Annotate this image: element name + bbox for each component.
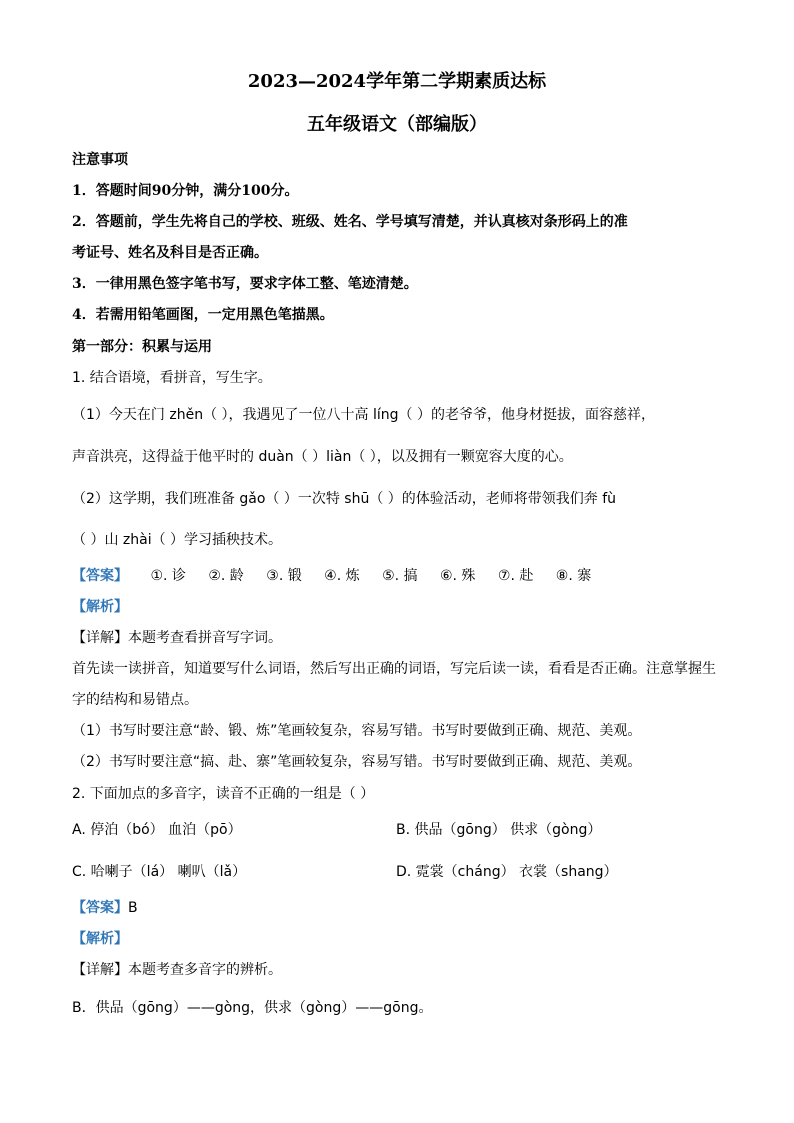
q1-analysis-row [72, 597, 128, 617]
answer-item: ⑤. 搞 [382, 568, 418, 584]
answer-item: ②. 龄 [208, 568, 244, 584]
q1-explain: 字的结构和易错点。 [72, 692, 198, 708]
q1-line: （ ）山 zhài（ ）学习插秧技术。 [72, 532, 283, 548]
analysis-tag: 【解析】 [72, 599, 128, 615]
answer-item: ④. 炼 [324, 568, 360, 584]
q1-detail-row [72, 628, 282, 648]
q1-answer-row [72, 566, 591, 586]
q1-line: （1）今天在门 zhěn（ ），我遇见了一位八十高 líng（ ）的老爷爷，他身材挺拔，面容慈祥， [72, 407, 655, 423]
q2-option-d: D. 霓裳（cháng） 衣裳（shang） [396, 864, 618, 880]
notes-item: 4．若需用铅笔画图，一定用黑色笔描黑。 [72, 307, 334, 323]
detail-text: 本题考查多音字的辨析。 [128, 962, 282, 978]
detail-tag: 【详解】 [72, 962, 128, 978]
answer-tag: 【答案】 [72, 900, 128, 916]
detail-tag: 【详解】 [72, 630, 128, 646]
q1-line: （2）这学期，我们班准备 gǎo（ ）一次特 shū（ ）的体验活动，老师将带领我们奔 fù [72, 491, 617, 507]
answer-item: ①. 诊 [150, 568, 186, 584]
q1-explain: （1）书写时要注意“龄、锻、炼”笔画较复杂，容易写错。书写时要做到正确、规范、美观。 [72, 723, 642, 739]
q1-line: 声音洪亮，这得益于他平时的 duàn（ ）liàn（ ），以及拥有一颗宽容大度的心。 [72, 449, 573, 465]
q1-explain: 首先读一读拼音，知道要写什么词语，然后写出正确的词语，写完后读一读，看看是否正确。注意掌握生 [72, 661, 716, 677]
q2-option-a: A. 停泊（bó） 血泊（pō） [72, 822, 242, 838]
q1-explain: （2）书写时要注意“搞、赴、寨”笔画较复杂，容易写错。书写时要做到正确、规范、美观。 [72, 754, 642, 770]
q2-explain: B．供品（gōng）——gòng，供求（gòng）——gōng。 [72, 1000, 433, 1016]
page-subtitle: 五年级语文（部编版） [307, 114, 487, 135]
answer-value: B [128, 900, 138, 916]
q2-detail-row [72, 960, 282, 980]
q2-stem: 2. 下面加点的多音字，读音不正确的一组是（ ） [72, 786, 375, 802]
q1-stem: 1. 结合语境，看拼音，写生字。 [72, 370, 272, 386]
section-heading: 第一部分：积累与运用 [72, 339, 212, 355]
answer-item: ③. 锻 [266, 568, 302, 584]
page-title: 2023—2024学年第二学期素质达标 [247, 71, 547, 92]
q2-option-b: B. 供品（gōng） 供求（gòng） [396, 822, 602, 838]
notes-item: 3．一律用黑色签字笔书写，要求字体工整、笔迹清楚。 [72, 276, 418, 292]
q2-answer-row [72, 898, 138, 918]
notes-item: 2．答题前，学生先将自己的学校、班级、姓名、学号填写清楚，并认真核对条形码上的准 [72, 214, 628, 230]
q2-analysis-row [72, 929, 128, 949]
q2-option-c: C. 哈喇子（lá） 喇叭（lǎ） [72, 864, 247, 880]
analysis-tag: 【解析】 [72, 931, 128, 947]
notes-item: 1．答题时间90分钟，满分100分。 [72, 183, 299, 199]
answer-item: ⑧. 寨 [555, 568, 592, 584]
notes-item: 考证号、姓名及科目是否正确。 [72, 245, 268, 261]
detail-text: 本题考查看拼音写字词。 [128, 630, 282, 646]
notes-heading: 注意事项 [72, 152, 128, 168]
answer-item: ⑦. 赴 [497, 568, 534, 584]
answer-item: ⑥. 殊 [439, 568, 476, 584]
answer-tag: 【答案】 [72, 568, 128, 584]
